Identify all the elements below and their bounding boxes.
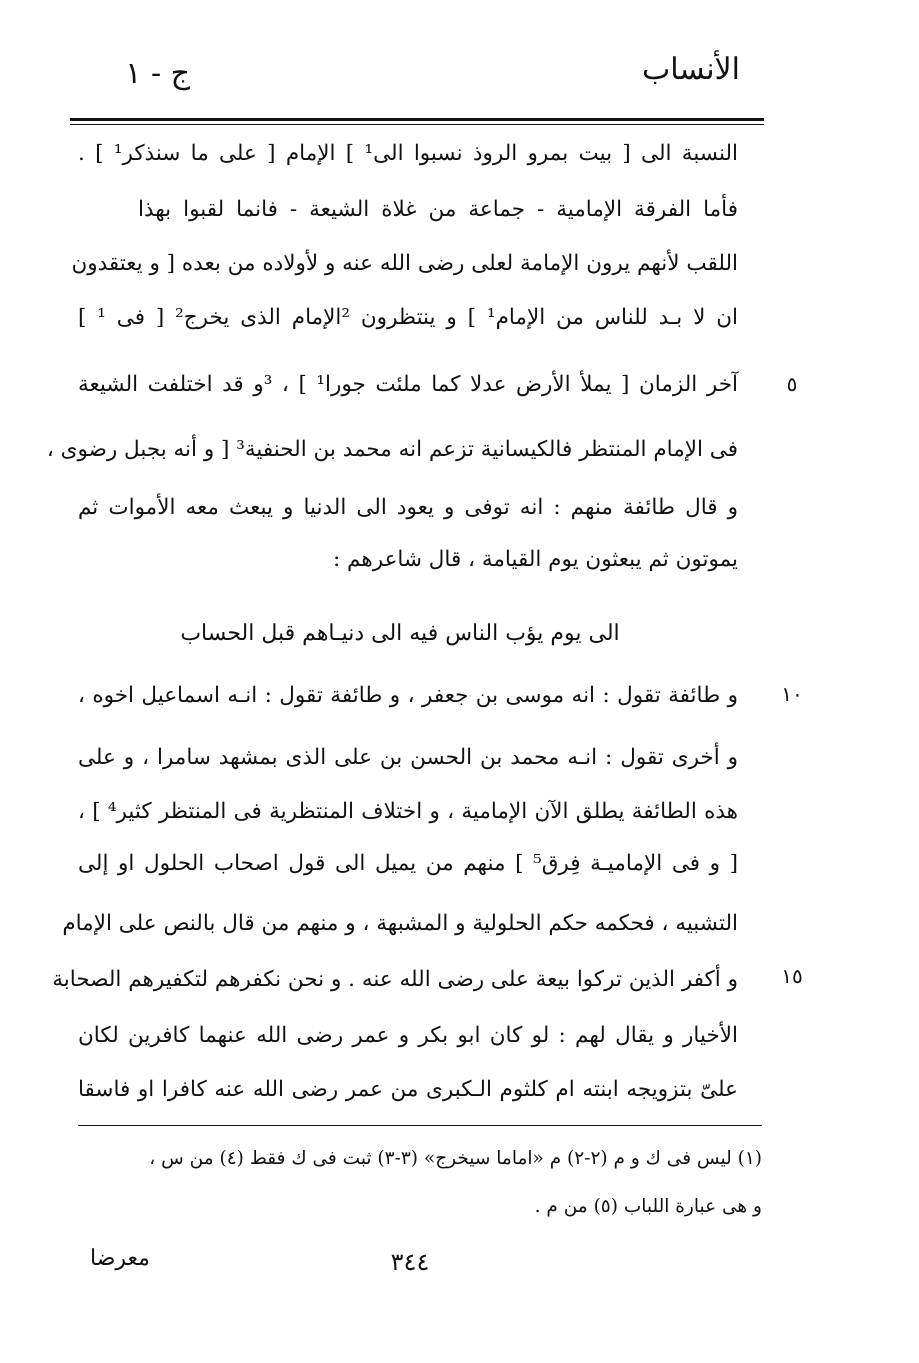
page-number: ٣٤٤ <box>390 1248 430 1276</box>
volume-marker: ج - ١ <box>125 56 190 91</box>
line-number: ٥ <box>786 372 798 396</box>
text-line: ان لا بـد للناس من الإمام¹ ] و ينتظرون ²الإمام الذى يخرج² [ فى ¹ ] <box>78 305 738 330</box>
text-line: هذه الطائفة يطلق الآن الإمامية ، و اختلاف المنتظرية فى المنتظر كثير⁴ ] ، <box>78 799 738 824</box>
text-line: و أكفر الذين تركوا بيعة على رضى الله عنه . و نحن نكفرهم لتكفيرهم الصحابة <box>52 967 738 992</box>
running-title: الأنساب <box>642 52 740 87</box>
text-line: و طائفة تقول : انه موسى بن جعفر ، و طائفة تقول : انـه اسماعيل اخوه ، <box>78 683 738 708</box>
text-line: و أخرى تقول : انـه محمد بن الحسن بن على الذى بمشهد سامرا ، و على <box>78 745 738 770</box>
poetry-verse: الى يوم يؤب الناس فيه الى دنيـاهم قبل الحساب <box>180 621 620 646</box>
text-line: علىّ بتزويجه ابنته ام كلثوم الـكبرى من عمر رضى الله عنه كافرا او فاسقا <box>78 1077 738 1102</box>
text-line: التشبيه ، فحكمه حكم الحلولية و المشبهة ، و منهم من قال بالنص على الإمام <box>62 911 738 936</box>
text-line: اللقب لأنهم يرون الإمامة لعلى رضى الله عنه و لأولاده من بعده [ و يعتقدون <box>71 251 738 276</box>
text-line: يموتون ثم يبعثون يوم القيامة ، قال شاعرهم : <box>332 547 738 572</box>
header-rule-thin <box>70 124 764 125</box>
text-line: [ و فى الإماميـة فِرق⁵ ] منهم من يميل الى قول اصحاب الحلول او إلى <box>78 851 739 876</box>
text-line: آخر الزمان [ يملأ الأرض عدلا كما ملئت جورا¹ ] ، ³و قد اختلفت الشيعة <box>78 372 738 397</box>
line-number: ١٠ <box>781 682 803 706</box>
header-rule <box>70 118 764 121</box>
text-line: الأخيار و يقال لهم : لو كان ابو بكر و عمر رضى الله عنهما كافرين لكان <box>78 1023 738 1048</box>
text-line: و قال طائفة منهم : انه توفى و يعود الى الدنيا و يبعث معه الأموات ثم <box>78 495 738 520</box>
line-number: ١٥ <box>781 964 803 988</box>
text-line: النسبة الى [ بيت بمرو الروذ نسبوا الى¹ ] الإمام [ على ما سنذكر¹ ] . <box>78 141 739 166</box>
footnote-line: و هى عبارة اللباب (٥) من م . <box>534 1196 762 1217</box>
text-line: فى الإمام المنتظر فالكيسانية تزعم انه محمد بن الحنفية³ [ و أنه بجبل رضوى ، <box>46 437 738 462</box>
catchword: معرضا <box>90 1246 150 1271</box>
footnote-rule <box>78 1125 762 1126</box>
footnote-line: (١) ليس فى ك و م (٢-٢) م «اماما سيخرج» (٣-٣) ثبت فى ك فقط (٤) من س ، <box>149 1148 762 1169</box>
text-line: فأما الفرقة الإمامية - جماعة من غلاة الشيعة - فانما لقبوا بهذا <box>138 197 738 222</box>
